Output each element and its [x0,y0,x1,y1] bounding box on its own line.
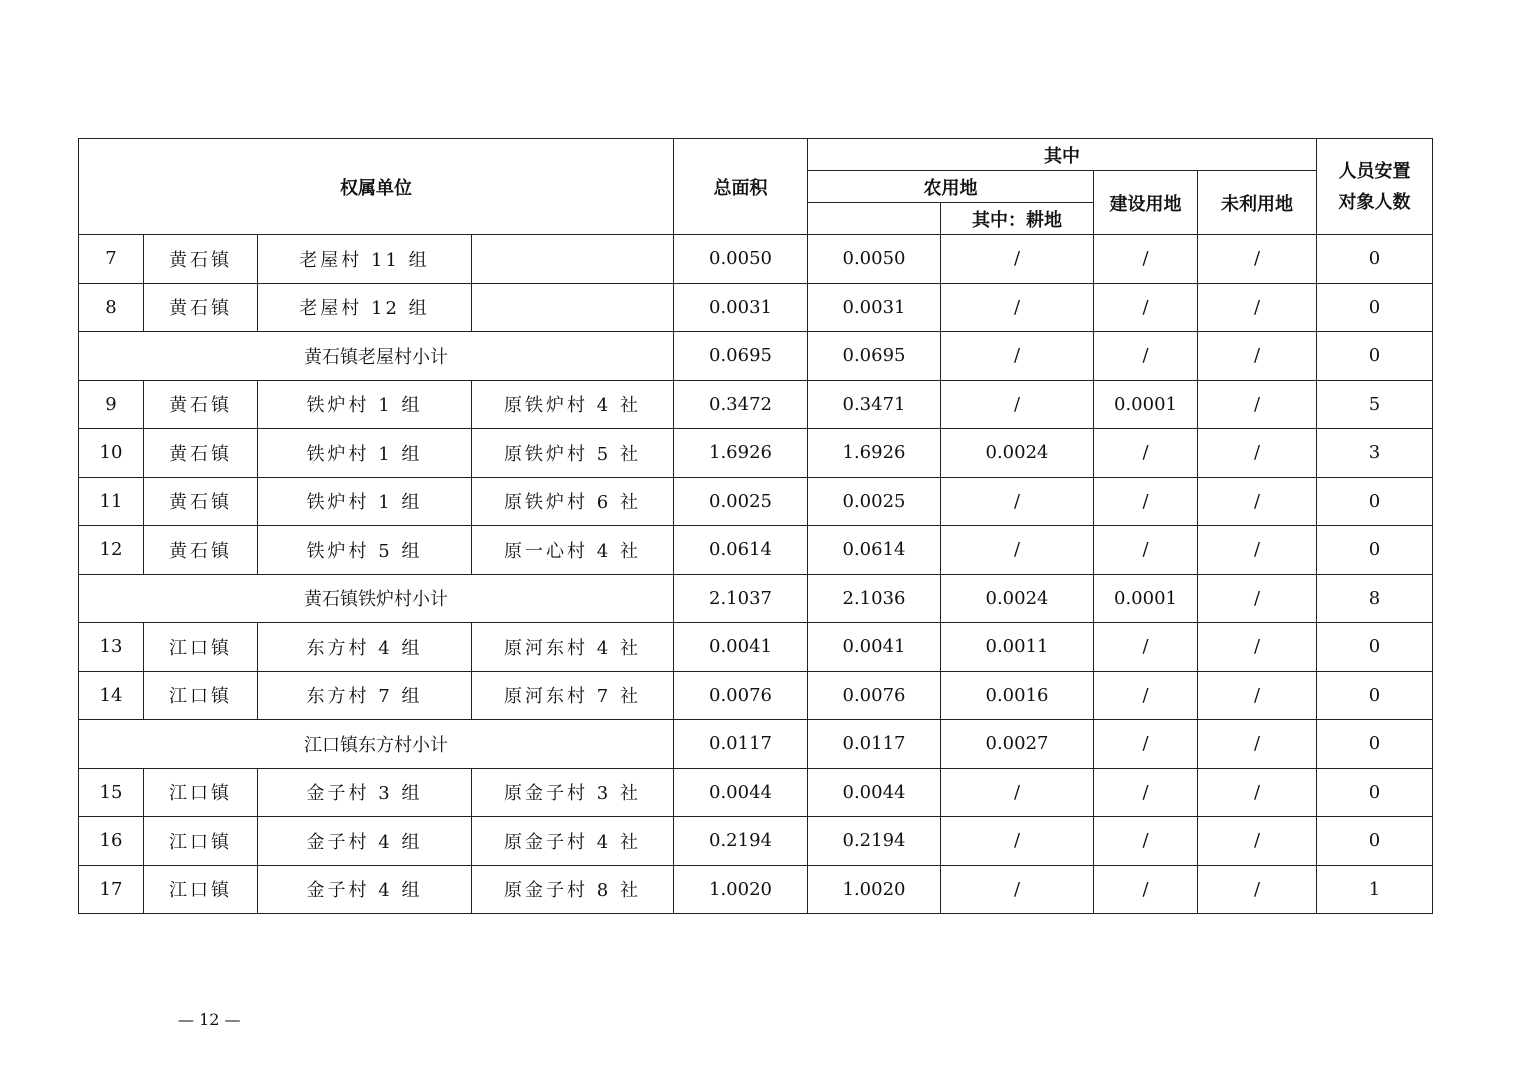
cell-town: 黄石镇 [144,429,258,478]
cell-row-number: 8 [79,283,144,332]
subtotal-row [79,720,1433,769]
cell-village-group: 铁炉村 1 组 [258,380,472,429]
header-resettled-persons [1317,139,1433,235]
cell-total-area: 0.0041 [674,623,808,672]
table-row [79,817,1433,866]
table-row [79,283,1433,332]
table-row [79,865,1433,914]
cell-original-unit: 原河东村 7 社 [472,671,674,720]
subtotal-label: 江口镇东方村小计 [79,720,674,769]
cell-agricultural-land: 2.1036 [808,574,941,623]
cell-resettled-persons: 0 [1317,671,1433,720]
cell-village-group: 金子村 4 组 [258,865,472,914]
cell-resettled-persons: 8 [1317,574,1433,623]
cell-cultivated-land: 0.0024 [941,429,1094,478]
cell-total-area: 0.3472 [674,380,808,429]
cell-cultivated-land: / [941,477,1094,526]
cell-agricultural-land: 0.0076 [808,671,941,720]
cell-village-group: 老屋村 11 组 [258,235,472,284]
cell-agricultural-land: 1.6926 [808,429,941,478]
cell-total-area: 0.0044 [674,768,808,817]
cell-cultivated-land: / [941,768,1094,817]
table-row [79,477,1433,526]
cell-original-unit: 原金子村 3 社 [472,768,674,817]
cell-total-area: 0.0695 [674,332,808,381]
cell-unused-land: / [1198,235,1317,284]
table-row [79,671,1433,720]
cell-town: 黄石镇 [144,380,258,429]
cell-village-group: 东方村 4 组 [258,623,472,672]
subtotal-row [79,574,1433,623]
page-number: — 12 — [178,1010,241,1029]
cell-row-number: 10 [79,429,144,478]
header-construction-land: 建设用地 [1094,171,1198,235]
cell-cultivated-land: 0.0027 [941,720,1094,769]
cell-row-number: 7 [79,235,144,284]
cell-village-group: 铁炉村 1 组 [258,477,472,526]
cell-agricultural-land: 0.0695 [808,332,941,381]
cell-cultivated-land: / [941,380,1094,429]
cell-row-number: 14 [79,671,144,720]
cell-construction-land: / [1094,235,1198,284]
table-row [79,768,1433,817]
cell-total-area: 0.0117 [674,720,808,769]
cell-resettled-persons: 0 [1317,526,1433,575]
cell-cultivated-land: / [941,526,1094,575]
cell-cultivated-land: / [941,283,1094,332]
cell-town: 江口镇 [144,817,258,866]
cell-resettled-persons: 0 [1317,332,1433,381]
cell-cultivated-land: 0.0024 [941,574,1094,623]
cell-cultivated-land: / [941,865,1094,914]
cell-construction-land: / [1094,720,1198,769]
cell-construction-land: / [1094,526,1198,575]
cell-row-number: 13 [79,623,144,672]
cell-row-number: 9 [79,380,144,429]
cell-resettled-persons: 1 [1317,865,1433,914]
header-resettled-persons-label: 人员安置对象人数 [1338,160,1411,213]
header-unused-land: 未利用地 [1198,171,1317,235]
cell-row-number: 12 [79,526,144,575]
cell-total-area: 2.1037 [674,574,808,623]
subtotal-label: 黄石镇铁炉村小计 [79,574,674,623]
cell-construction-land: / [1094,477,1198,526]
cell-construction-land: / [1094,865,1198,914]
cell-original-unit: 原铁炉村 6 社 [472,477,674,526]
cell-town: 黄石镇 [144,477,258,526]
cell-unused-land: / [1198,574,1317,623]
cell-total-area: 0.0614 [674,526,808,575]
header-of-which: 其中 [808,139,1317,171]
cell-total-area: 0.0076 [674,671,808,720]
cell-construction-land: / [1094,332,1198,381]
cell-agricultural-land: 0.2194 [808,817,941,866]
cell-construction-land: / [1094,768,1198,817]
cell-construction-land: / [1094,817,1198,866]
cell-cultivated-land: 0.0011 [941,623,1094,672]
cell-construction-land: / [1094,429,1198,478]
table-row [79,623,1433,672]
cell-unused-land: / [1198,817,1317,866]
cell-total-area: 0.2194 [674,817,808,866]
cell-cultivated-land: 0.0016 [941,671,1094,720]
table-row [79,380,1433,429]
cell-resettled-persons: 0 [1317,720,1433,769]
cell-original-unit: 原铁炉村 4 社 [472,380,674,429]
header-ownership-unit: 权属单位 [79,139,674,235]
cell-cultivated-land: / [941,332,1094,381]
cell-unused-land: / [1198,671,1317,720]
cell-agricultural-land: 0.0614 [808,526,941,575]
cell-agricultural-land: 1.0020 [808,865,941,914]
cell-resettled-persons: 0 [1317,623,1433,672]
cell-construction-land: 0.0001 [1094,380,1198,429]
cell-agricultural-land: 0.0025 [808,477,941,526]
cell-agricultural-land: 0.0117 [808,720,941,769]
cell-unused-land: / [1198,720,1317,769]
cell-agricultural-land: 0.3471 [808,380,941,429]
cell-agricultural-land: 0.0044 [808,768,941,817]
table-body [79,235,1433,914]
cell-agricultural-land: 0.0041 [808,623,941,672]
cell-total-area: 0.0025 [674,477,808,526]
cell-construction-land: / [1094,623,1198,672]
cell-original-unit [472,283,674,332]
cell-total-area: 0.0050 [674,235,808,284]
cell-row-number: 16 [79,817,144,866]
cell-unused-land: / [1198,865,1317,914]
cell-unused-land: / [1198,623,1317,672]
subtotal-label: 黄石镇老屋村小计 [79,332,674,381]
cell-total-area: 1.6926 [674,429,808,478]
cell-agricultural-land: 0.0031 [808,283,941,332]
cell-town: 黄石镇 [144,283,258,332]
cell-unused-land: / [1198,526,1317,575]
cell-total-area: 1.0020 [674,865,808,914]
cell-resettled-persons: 0 [1317,817,1433,866]
cell-resettled-persons: 3 [1317,429,1433,478]
table-row [79,235,1433,284]
cell-resettled-persons: 0 [1317,283,1433,332]
cell-resettled-persons: 5 [1317,380,1433,429]
cell-town: 江口镇 [144,671,258,720]
cell-resettled-persons: 0 [1317,477,1433,526]
cell-construction-land: / [1094,283,1198,332]
cell-construction-land: 0.0001 [1094,574,1198,623]
cell-row-number: 11 [79,477,144,526]
table-row [79,526,1433,575]
cell-town: 黄石镇 [144,235,258,284]
land-ownership-table [78,138,1433,914]
cell-original-unit [472,235,674,284]
cell-unused-land: / [1198,477,1317,526]
cell-unused-land: / [1198,332,1317,381]
cell-resettled-persons: 0 [1317,235,1433,284]
header-total-area: 总面积 [674,139,808,235]
cell-town: 江口镇 [144,623,258,672]
cell-resettled-persons: 0 [1317,768,1433,817]
cell-unused-land: / [1198,283,1317,332]
cell-village-group: 金子村 3 组 [258,768,472,817]
cell-construction-land: / [1094,671,1198,720]
cell-original-unit: 原金子村 8 社 [472,865,674,914]
cell-town: 黄石镇 [144,526,258,575]
table-header [79,139,1433,235]
cell-row-number: 15 [79,768,144,817]
cell-total-area: 0.0031 [674,283,808,332]
cell-town: 江口镇 [144,768,258,817]
cell-cultivated-land: / [941,817,1094,866]
cell-unused-land: / [1198,429,1317,478]
cell-original-unit: 原河东村 4 社 [472,623,674,672]
subtotal-row [79,332,1433,381]
cell-original-unit: 原铁炉村 5 社 [472,429,674,478]
cell-original-unit: 原金子村 4 社 [472,817,674,866]
cell-unused-land: / [1198,380,1317,429]
cell-unused-land: / [1198,768,1317,817]
cell-village-group: 金子村 4 组 [258,817,472,866]
cell-original-unit: 原一心村 4 社 [472,526,674,575]
cell-agricultural-land: 0.0050 [808,235,941,284]
header-agricultural-land: 农用地 [808,171,1094,203]
cell-cultivated-land: / [941,235,1094,284]
header-agricultural-total [808,203,941,235]
header-cultivated-land: 其中：耕地 [941,203,1094,235]
cell-village-group: 铁炉村 5 组 [258,526,472,575]
table-row [79,429,1433,478]
cell-village-group: 铁炉村 1 组 [258,429,472,478]
cell-row-number: 17 [79,865,144,914]
cell-village-group: 老屋村 12 组 [258,283,472,332]
cell-town: 江口镇 [144,865,258,914]
cell-village-group: 东方村 7 组 [258,671,472,720]
